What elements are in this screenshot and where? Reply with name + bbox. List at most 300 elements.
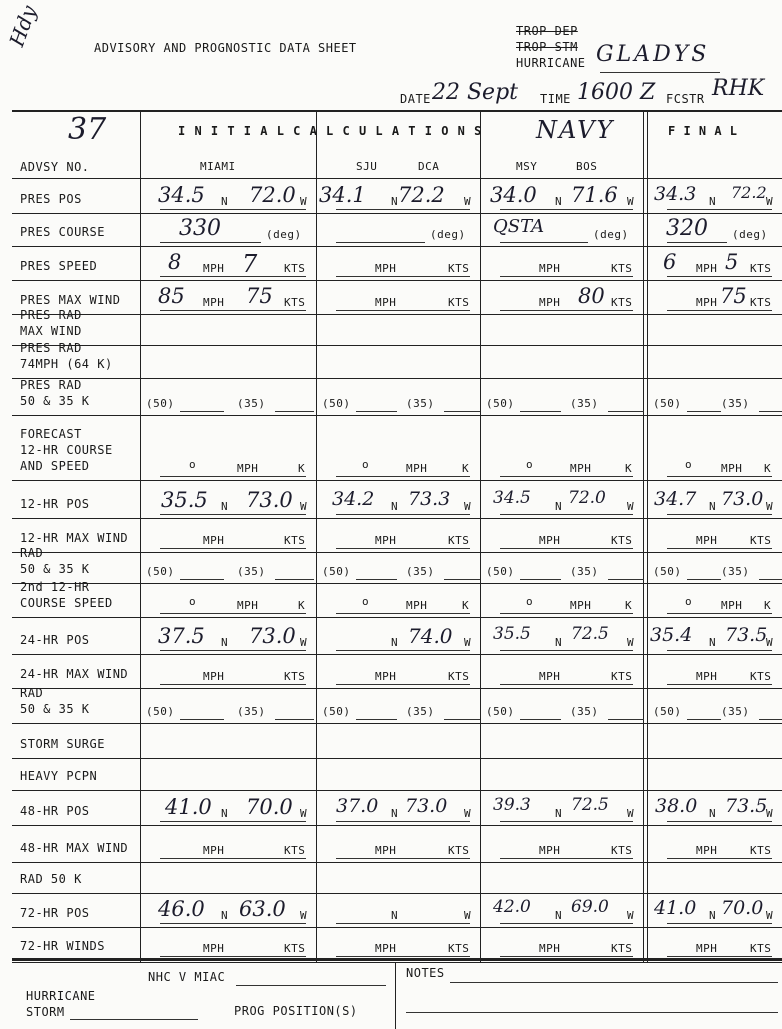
k-unit: K	[298, 462, 306, 475]
blank-line	[160, 548, 306, 549]
deg-unit: (deg)	[266, 228, 302, 241]
n-unit: N	[709, 636, 717, 649]
handwritten-value: 72.5	[571, 795, 609, 815]
handwritten-value: 35.5	[161, 488, 208, 512]
n-unit: N	[221, 807, 229, 820]
blank-line	[687, 719, 721, 720]
mph-unit: MPH	[203, 296, 225, 309]
mph-unit: MPH	[203, 534, 225, 547]
handwritten-value: 330	[179, 216, 221, 241]
handwritten-value: 39.3	[493, 795, 531, 815]
navy-annotation: NAVY	[536, 116, 615, 144]
kts-unit: KTS	[284, 262, 306, 275]
handwritten-value: 75	[246, 284, 273, 308]
blank-line	[667, 650, 772, 651]
kts-unit: KTS	[284, 670, 306, 683]
kts-unit: KTS	[750, 296, 772, 309]
blank-line	[160, 858, 306, 859]
row-divider	[12, 314, 782, 315]
k-unit: K	[462, 462, 470, 475]
kts-unit: KTS	[284, 942, 306, 955]
prog-position-label: PROG POSITION(S)	[234, 1004, 358, 1018]
n-unit: N	[221, 500, 229, 513]
row-label: 12-HR POS	[20, 497, 90, 511]
fcstr-value: RHK	[712, 76, 765, 101]
blank-line	[500, 821, 633, 822]
r35-unit: (35)	[570, 397, 599, 410]
r35-unit: (35)	[721, 705, 750, 718]
blank-line	[667, 514, 772, 515]
kts-unit: KTS	[284, 534, 306, 547]
mph-unit: MPH	[721, 599, 743, 612]
kts-unit: KTS	[284, 296, 306, 309]
blank-line	[160, 209, 306, 210]
mph-unit: MPH	[539, 296, 561, 309]
blank-line	[160, 613, 306, 614]
row-label: 24-HR POS	[20, 633, 90, 647]
handwritten-value: 73.5	[725, 624, 768, 646]
blank-line	[500, 923, 633, 924]
n-unit: N	[391, 807, 399, 820]
row-label: PRES RAD MAX WIND	[20, 308, 82, 338]
blank-line	[667, 821, 772, 822]
n-unit: N	[709, 909, 717, 922]
blank-line	[759, 411, 782, 412]
handwritten-value: 41.0	[165, 795, 212, 819]
handwritten-value: 73.3	[408, 488, 451, 510]
mph-unit: MPH	[406, 599, 428, 612]
row-label: 2nd 12-HR COURSE SPEED	[20, 580, 113, 610]
degree-mark: o	[685, 458, 693, 471]
col-msy: MSY	[516, 160, 538, 173]
r50-unit: (50)	[322, 397, 351, 410]
k-unit: K	[625, 599, 633, 612]
n-unit: N	[391, 909, 399, 922]
deg-unit: (deg)	[430, 228, 466, 241]
row-divider	[12, 583, 782, 584]
w-unit: W	[627, 909, 635, 922]
r35-unit: (35)	[570, 565, 599, 578]
mph-unit: MPH	[375, 534, 397, 547]
blank-line	[500, 514, 633, 515]
row-label: PRES RAD 74MPH (64 K)	[20, 341, 113, 371]
w-unit: W	[766, 195, 774, 208]
blank-line	[160, 242, 261, 243]
blank-line	[336, 476, 470, 477]
blank-line	[667, 276, 772, 277]
w-unit: W	[464, 909, 472, 922]
blank-line	[667, 613, 772, 614]
mph-unit: MPH	[696, 670, 718, 683]
handwritten-value: 71.6	[571, 183, 618, 207]
date-label: DATE	[400, 92, 431, 106]
w-unit: W	[766, 636, 774, 649]
row-divider	[12, 378, 782, 379]
col-divider-label	[140, 110, 141, 962]
blank-line	[500, 548, 633, 549]
blank-line	[336, 858, 470, 859]
mph-unit: MPH	[237, 462, 259, 475]
r35-unit: (35)	[237, 397, 266, 410]
row-divider	[12, 862, 782, 863]
n-unit: N	[555, 500, 563, 513]
kts-unit: KTS	[611, 844, 633, 857]
blank-line	[160, 476, 306, 477]
blank-line	[500, 310, 633, 311]
row-label: FORECAST 12-HR COURSE AND SPEED	[20, 427, 113, 473]
handwritten-value: 37.0	[336, 795, 379, 817]
blank-line	[520, 719, 561, 720]
handwritten-value: 7	[242, 250, 258, 278]
handwritten-value: 8	[168, 250, 182, 274]
row-divider	[12, 415, 782, 416]
blank-line	[500, 276, 633, 277]
w-unit: W	[464, 195, 472, 208]
mph-unit: MPH	[375, 844, 397, 857]
w-unit: W	[464, 500, 472, 513]
kts-unit: KTS	[448, 534, 470, 547]
blank-line	[160, 514, 306, 515]
col-bos: BOS	[576, 160, 598, 173]
blank-line	[444, 579, 480, 580]
handwritten-value: 41.0	[654, 897, 697, 919]
handwritten-value: 46.0	[158, 897, 205, 921]
handwritten-value: 34.3	[654, 183, 697, 205]
mph-unit: MPH	[696, 534, 718, 547]
r35-unit: (35)	[721, 397, 750, 410]
blank-line	[336, 650, 470, 651]
row-label: 24-HR MAX WIND	[20, 667, 129, 681]
w-unit: W	[300, 195, 308, 208]
blank-line	[500, 209, 633, 210]
blank-line	[687, 579, 721, 580]
handwritten-value: 73.5	[725, 795, 768, 817]
blank-line	[180, 579, 224, 580]
row-divider	[12, 480, 782, 481]
blank-line	[520, 579, 561, 580]
blank-line	[500, 476, 633, 477]
table-top-border	[12, 110, 782, 112]
advsy-no-label: ADVSY NO.	[20, 160, 90, 174]
blank-line	[336, 209, 470, 210]
r50-unit: (50)	[322, 705, 351, 718]
blank-line	[667, 684, 772, 685]
row-label: RAD 50 & 35 K	[20, 686, 90, 716]
n-unit: N	[555, 195, 563, 208]
mph-unit: MPH	[406, 462, 428, 475]
col-miami: MIAMI	[200, 160, 236, 173]
handwritten-value: 75	[720, 284, 747, 308]
col-divider-final-a	[643, 110, 644, 962]
blank-line	[336, 242, 425, 243]
blank-line	[667, 858, 772, 859]
kts-unit: KTS	[448, 844, 470, 857]
handwritten-value: 72.0	[249, 183, 296, 207]
w-unit: W	[300, 636, 308, 649]
blank-line	[336, 821, 470, 822]
blank-line	[608, 411, 644, 412]
blank-line	[667, 209, 772, 210]
row-divider	[12, 758, 782, 759]
handwritten-value: 35.5	[493, 624, 531, 644]
blank-line	[667, 476, 772, 477]
handwritten-value: 73.0	[721, 488, 764, 510]
mph-unit: MPH	[375, 296, 397, 309]
mph-unit: MPH	[696, 262, 718, 275]
time-label: TIME	[540, 92, 571, 106]
degree-mark: o	[362, 458, 370, 471]
mph-unit: MPH	[570, 462, 592, 475]
mph-unit: MPH	[237, 599, 259, 612]
blank-line	[667, 548, 772, 549]
n-unit: N	[391, 636, 399, 649]
r50-unit: (50)	[653, 565, 682, 578]
handwritten-value: QSTA	[493, 216, 545, 237]
w-unit: W	[464, 807, 472, 820]
notes-label: NOTES	[406, 966, 445, 980]
handwritten-value: 320	[666, 216, 708, 241]
handwritten-value: 73.0	[405, 795, 448, 817]
initials-mark: Hdy	[4, 2, 42, 50]
mph-unit: MPH	[539, 942, 561, 955]
col-divider-msy	[480, 110, 481, 962]
blank-line	[336, 548, 470, 549]
mph-unit: MPH	[696, 844, 718, 857]
blank-line	[608, 579, 644, 580]
r35-unit: (35)	[406, 705, 435, 718]
blank-line	[687, 411, 721, 412]
w-unit: W	[464, 636, 472, 649]
blank-line	[275, 579, 314, 580]
mph-unit: MPH	[203, 844, 225, 857]
fcstr-label: FCSTR	[666, 92, 705, 106]
mph-unit: MPH	[696, 942, 718, 955]
n-unit: N	[555, 636, 563, 649]
storm-label: STORM	[26, 1005, 65, 1019]
row-divider	[12, 617, 782, 618]
blank-line	[500, 858, 633, 859]
notes-line-2	[406, 1012, 778, 1013]
kts-unit: KTS	[611, 670, 633, 683]
mph-unit: MPH	[721, 462, 743, 475]
final-heading: F I N A L	[668, 124, 738, 138]
mph-unit: MPH	[375, 262, 397, 275]
r50-unit: (50)	[146, 705, 175, 718]
row-divider	[12, 825, 782, 826]
w-unit: W	[300, 500, 308, 513]
handwritten-value: 34.0	[490, 183, 537, 207]
blank-line	[500, 613, 633, 614]
mph-unit: MPH	[539, 670, 561, 683]
blank-line	[336, 613, 470, 614]
row-label: PRES MAX WIND	[20, 293, 121, 307]
row-divider	[12, 723, 782, 724]
kts-unit: KTS	[284, 844, 306, 857]
handwritten-value: 5	[725, 250, 739, 274]
row-label: 72-HR WINDS	[20, 939, 105, 953]
w-unit: W	[300, 909, 308, 922]
blank-line	[336, 310, 470, 311]
blank-line	[336, 514, 470, 515]
kts-unit: KTS	[448, 262, 470, 275]
mph-unit: MPH	[570, 599, 592, 612]
r50-unit: (50)	[486, 397, 515, 410]
degree-mark: o	[189, 458, 197, 471]
kts-unit: KTS	[448, 942, 470, 955]
handwritten-value: 34.7	[654, 488, 697, 510]
w-unit: W	[627, 636, 635, 649]
w-unit: W	[766, 909, 774, 922]
handwritten-value: 42.0	[493, 897, 531, 917]
row-label: 72-HR POS	[20, 906, 90, 920]
kts-unit: KTS	[750, 844, 772, 857]
handwritten-value: 72.5	[571, 624, 609, 644]
row-divider	[12, 246, 782, 247]
row-label: 48-HR MAX WIND	[20, 841, 129, 855]
n-unit: N	[709, 500, 717, 513]
kts-unit: KTS	[448, 296, 470, 309]
deg-unit: (deg)	[732, 228, 768, 241]
row-divider	[12, 654, 782, 655]
k-unit: K	[764, 599, 772, 612]
handwritten-value: 74.0	[408, 624, 453, 648]
blank-line	[500, 650, 633, 651]
blank-line	[667, 310, 772, 311]
handwritten-value: 70.0	[721, 897, 764, 919]
mph-unit: MPH	[203, 262, 225, 275]
blank-line	[160, 310, 306, 311]
blank-line	[160, 821, 306, 822]
row-divider	[12, 927, 782, 928]
blank-line	[336, 276, 470, 277]
blank-line	[444, 411, 480, 412]
col-dca: DCA	[418, 160, 440, 173]
blank-line	[356, 411, 397, 412]
mph-unit: MPH	[696, 296, 718, 309]
handwritten-value: 72.0	[568, 488, 606, 508]
blank-line	[356, 719, 397, 720]
mph-unit: MPH	[203, 942, 225, 955]
row-divider	[12, 213, 782, 214]
blank-line	[160, 684, 306, 685]
blank-line	[160, 956, 306, 957]
r35-unit: (35)	[237, 705, 266, 718]
storm-name-line	[600, 72, 720, 73]
blank-line	[500, 242, 588, 243]
blank-line	[667, 923, 772, 924]
r50-unit: (50)	[653, 705, 682, 718]
r50-unit: (50)	[486, 705, 515, 718]
row-label: PRES COURSE	[20, 225, 105, 239]
r50-unit: (50)	[146, 565, 175, 578]
n-unit: N	[555, 909, 563, 922]
blank-line	[667, 242, 727, 243]
n-unit: N	[221, 909, 229, 922]
n-unit: N	[221, 195, 229, 208]
blank-line	[667, 956, 772, 957]
hurricane-label: HURRICANE	[26, 989, 96, 1003]
mph-unit: MPH	[203, 670, 225, 683]
handwritten-value: 34.5	[493, 488, 531, 508]
mph-unit: MPH	[375, 670, 397, 683]
w-unit: W	[300, 807, 308, 820]
blank-line	[180, 719, 224, 720]
k-unit: K	[625, 462, 633, 475]
row-label: RAD 50 K	[20, 872, 82, 886]
handwritten-value: 72.2	[398, 183, 445, 207]
handwritten-value: 38.0	[655, 795, 698, 817]
w-unit: W	[627, 807, 635, 820]
row-label: RAD 50 & 35 K	[20, 546, 90, 576]
w-unit: W	[627, 195, 635, 208]
blank-line	[180, 411, 224, 412]
handwritten-value: 72.2	[731, 183, 767, 202]
r50-unit: (50)	[653, 397, 682, 410]
sheet-title: ADVISORY AND PROGNOSTIC DATA SHEET	[94, 41, 357, 55]
row-divider	[12, 893, 782, 894]
handwritten-value: 70.0	[246, 795, 293, 819]
initial-calculations-heading: I N I T I A L C A L C U L A T I O N S	[178, 124, 483, 138]
handwritten-value: 34.2	[332, 488, 375, 510]
row-divider	[12, 552, 782, 553]
row-label: HEAVY PCPN	[20, 769, 98, 783]
mph-unit: MPH	[539, 534, 561, 547]
n-unit: N	[221, 636, 229, 649]
n-unit: N	[709, 195, 717, 208]
handwritten-value: 69.0	[571, 897, 609, 917]
w-unit: W	[627, 500, 635, 513]
deg-unit: (deg)	[593, 228, 629, 241]
mph-unit: MPH	[539, 262, 561, 275]
kts-unit: KTS	[750, 670, 772, 683]
handwritten-value: 35.4	[650, 624, 693, 646]
kts-unit: KTS	[611, 942, 633, 955]
r35-unit: (35)	[237, 565, 266, 578]
blank-line	[500, 684, 633, 685]
table-bottom-border	[12, 958, 782, 960]
col-sju: SJU	[356, 160, 378, 173]
kts-unit: KTS	[611, 262, 633, 275]
n-unit: N	[391, 195, 399, 208]
n-unit: N	[709, 807, 717, 820]
mph-unit: MPH	[539, 844, 561, 857]
row-divider	[12, 960, 782, 961]
blank-line	[500, 956, 633, 957]
handwritten-value: 34.1	[319, 183, 366, 207]
col-divider-final-b	[647, 110, 648, 962]
row-divider	[12, 345, 782, 346]
blank-line	[336, 684, 470, 685]
handwritten-value: 63.0	[239, 897, 286, 921]
row-label: STORM SURGE	[20, 737, 105, 751]
handwritten-value: 80	[578, 284, 605, 308]
table-bottom-border-2	[12, 962, 782, 963]
r35-unit: (35)	[406, 397, 435, 410]
handwritten-value: 34.5	[158, 183, 205, 207]
date-value: 22 Sept	[432, 80, 519, 105]
degree-mark: o	[685, 595, 693, 608]
blank-line	[336, 923, 470, 924]
storm-name: GLADYS	[596, 42, 710, 67]
blank-line	[160, 923, 306, 924]
r50-unit: (50)	[486, 565, 515, 578]
r35-unit: (35)	[406, 565, 435, 578]
blank-line	[275, 719, 314, 720]
blank-line	[160, 276, 306, 277]
time-value: 1600 Z	[577, 80, 656, 105]
handwritten-value: 85	[158, 284, 185, 308]
notes-divider	[395, 962, 396, 1029]
